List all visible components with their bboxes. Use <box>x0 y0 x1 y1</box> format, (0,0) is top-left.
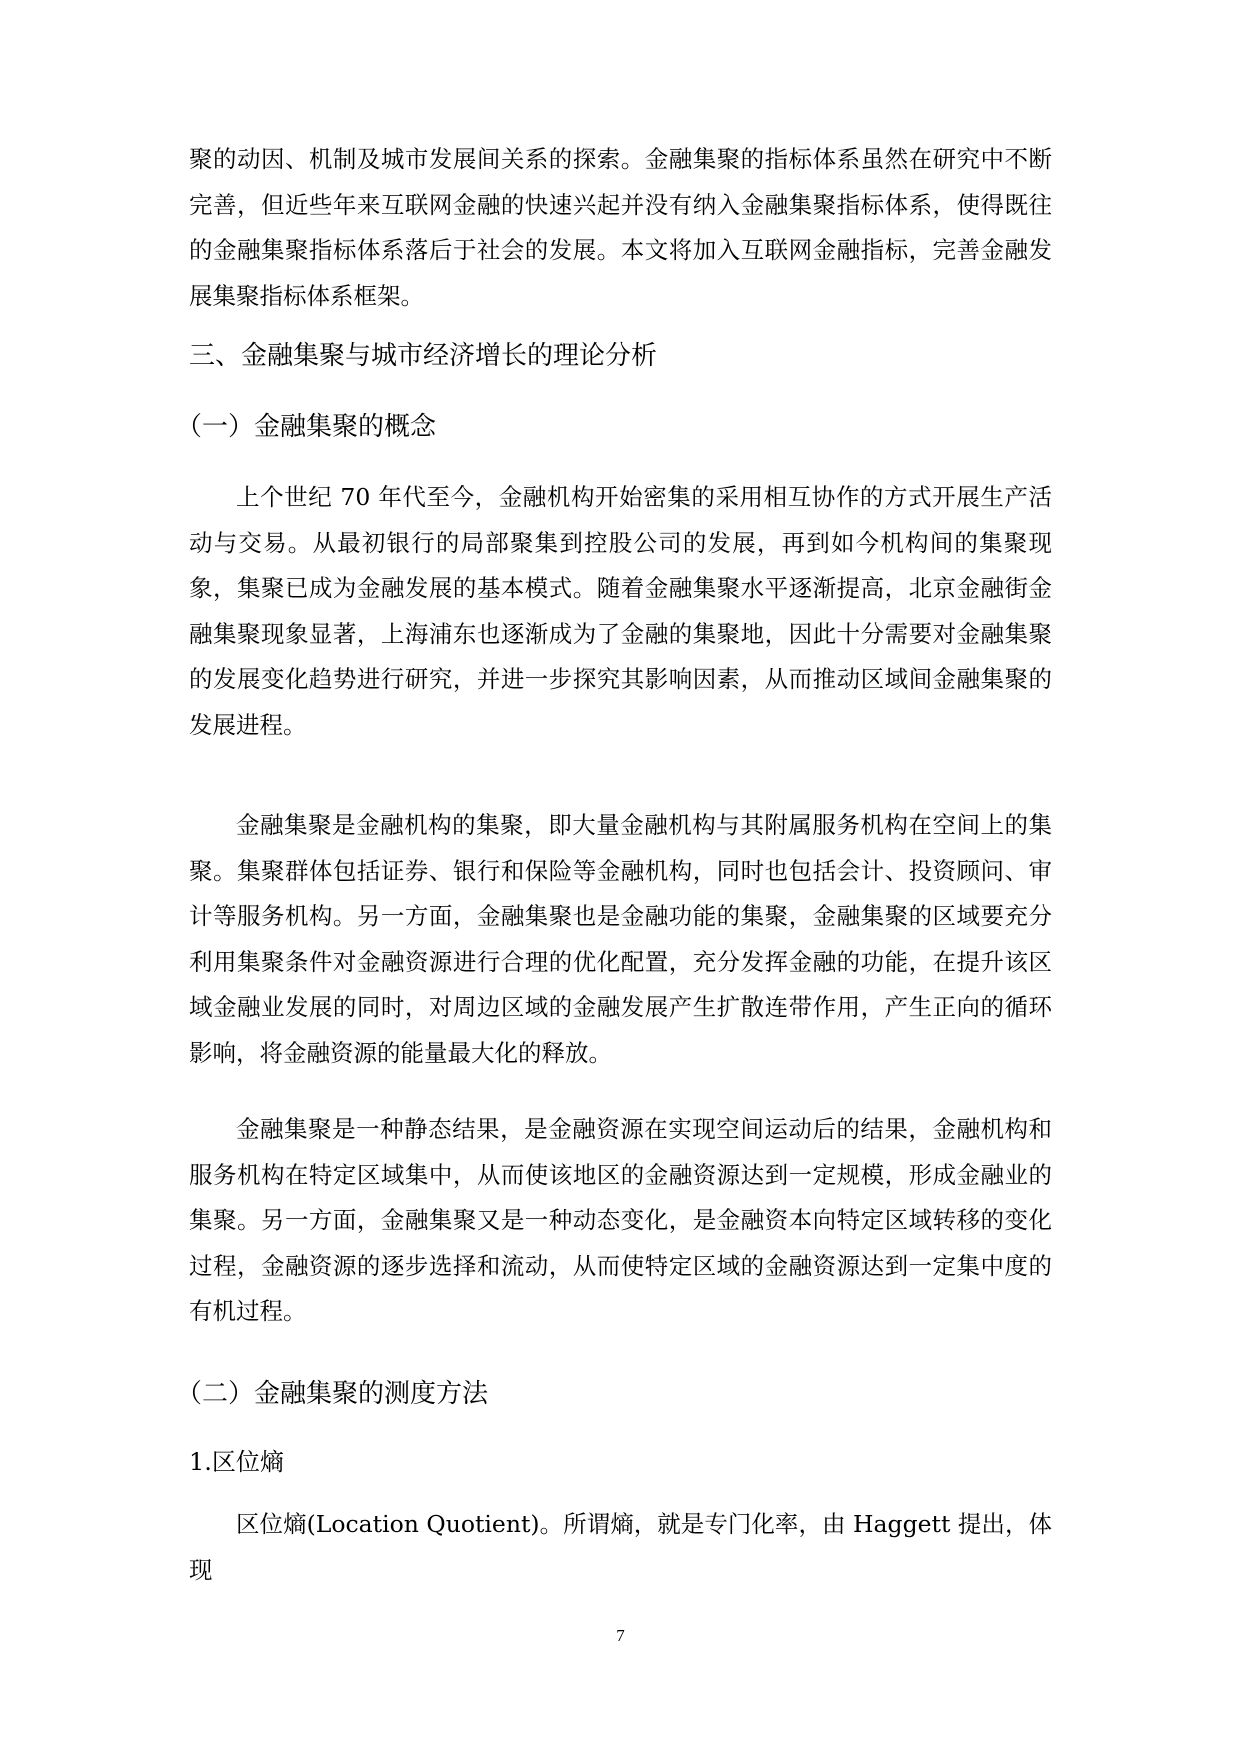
paragraph-continued: 聚的动因、机制及城市发展间关系的探索。金融集聚的指标体系虽然在研究中不断完善，但近些年来互联网金融的快速兴起并没有纳入金融集聚指标体系，使得既往的金融集聚指标体系落后于社会的发展。本文将加入互联网金融指标，完善金融发展集聚指标体系框架。 <box>189 145 1052 310</box>
paragraph-location-quotient: 区位熵(Location Quotient)。所谓熵，就是专门化率，由 Haggett 提出，体现 <box>189 1510 1052 1584</box>
paragraph-concept-3: 金融集聚是一种静态结果，是金融资源在实现空间运动后的结果，金融机构和服务机构在特定区域集中，从而使该地区的金融资源达到一定规模，形成金融业的集聚。另一方面，金融集聚又是一种动态变化，是金融资本向特定区域转移的变化过程，金融资源的逐步选择和流动，从而使特定区域的金融资源达到一定集中度的有机过程。 <box>189 1115 1052 1325</box>
item-heading-location-quotient: 1.区位熵 <box>189 1448 284 1476</box>
paragraph-concept-1: 上个世纪 70 年代至今，金融机构开始密集的采用相互协作的方式开展生产活动与交易。从最初银行的局部聚集到控股公司的发展，再到如今机构间的集聚现象，集聚已成为金融发展的基本模式。随着金融集聚水平逐渐提高，北京金融街金融集聚现象显著，上海浦东也逐渐成为了金融的集聚地，因此十分需要对金融集聚的发展变化趋势进行研究，并进一步探究其影响因素，从而推动区域间金融集聚的发展进程。 <box>189 483 1052 739</box>
subsection-heading-measurement: （二）金融集聚的测度方法 <box>176 1379 489 1409</box>
section-heading: 三、金融集聚与城市经济增长的理论分析 <box>189 341 658 371</box>
paragraph-concept-2: 金融集聚是金融机构的集聚，即大量金融机构与其附属服务机构在空间上的集聚。集聚群体包括证券、银行和保险等金融机构，同时也包括会计、投资顾问、审计等服务机构。另一方面，金融集聚也是金融功能的集聚，金融集聚的区域要充分利用集聚条件对金融资源进行合理的优化配置，充分发挥金融的功能，在提升该区域金融业发展的同时，对周边区域的金融发展产生扩散连带作用，产生正向的循环影响，将金融资源的能量最大化的释放。 <box>189 811 1052 1067</box>
page-number: 7 <box>616 1626 625 1645</box>
subsection-heading-concept: （一）金融集聚的概念 <box>176 412 437 442</box>
